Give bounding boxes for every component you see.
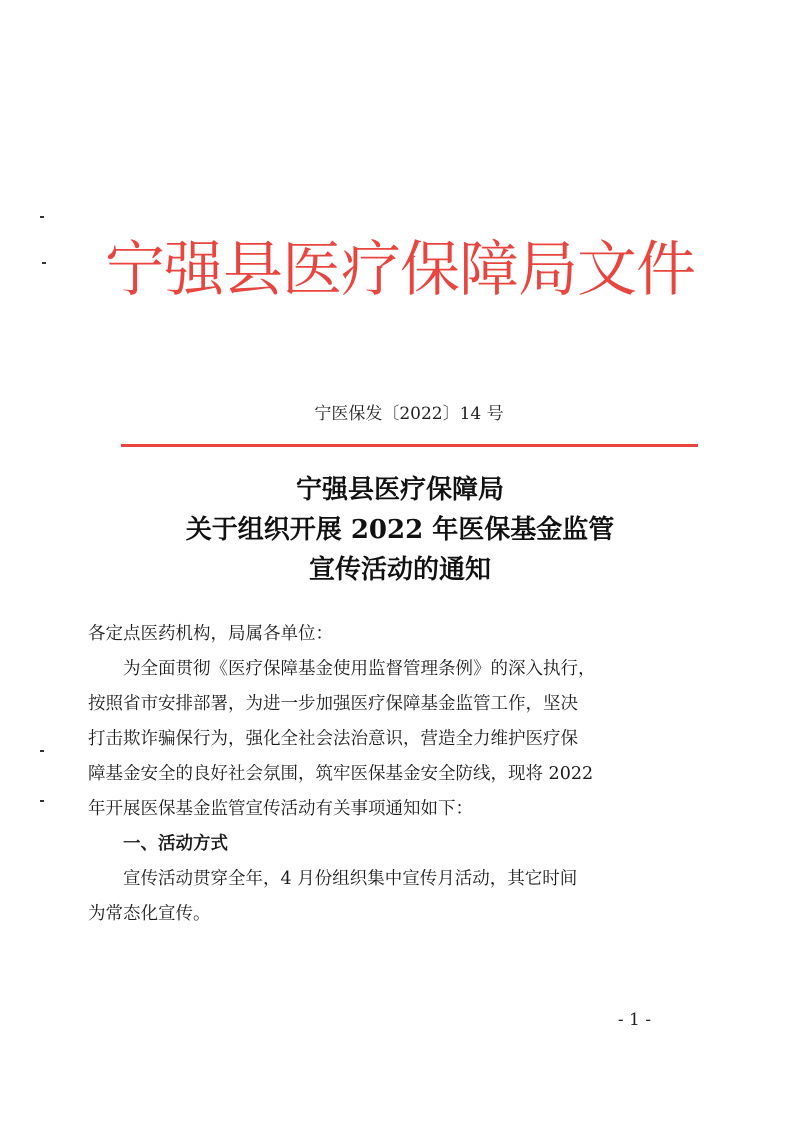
paragraph-line: 为全面贯彻《医疗保障基金使用监督管理条例》的深入执行， — [123, 659, 596, 679]
paragraph-line: 障基金安全的良好社会氛围，筑牢医保基金安全防线，现将 2022 — [88, 764, 594, 784]
notice-title-line-3: 宣传活动的通知 — [308, 555, 491, 585]
document-header-title: 宁强县医疗保障局文件 — [105, 235, 695, 305]
page-number: - 1 - — [617, 1010, 651, 1030]
document-number: 宁医保发〔2022〕14 号 — [314, 404, 504, 424]
notice-title — [100, 470, 700, 590]
paragraph-line: 打击欺诈骗保行为，强化全社会法治意识，营造全力维护医疗保 — [88, 729, 578, 749]
red-divider-line — [121, 444, 698, 447]
notice-title-line-1: 宁强县医疗保障局 — [295, 475, 504, 505]
paragraph-line: 年开展医保基金监管宣传活动有关事项通知如下： — [88, 799, 473, 819]
scan-margin-mark — [40, 216, 44, 218]
scan-margin-mark — [42, 262, 46, 264]
salutation: 各定点医药机构，局属各单位： — [88, 624, 333, 644]
notice-body — [88, 617, 700, 932]
notice-title-line-2: 关于组织开展 2022 年医保基金监管 — [185, 515, 615, 545]
paragraph-line: 按照省市安排部署，为进一步加强医疗保障基金监管工作，坚决 — [88, 694, 578, 714]
section-heading: 一、活动方式 — [123, 834, 228, 854]
paragraph-line: 为常态化宣传。 — [88, 904, 211, 924]
scan-margin-mark — [40, 800, 44, 802]
paragraph-line: 宣传活动贯穿全年，4 月份组织集中宣传月活动，其它时间 — [123, 869, 578, 889]
scan-margin-mark — [40, 750, 44, 752]
